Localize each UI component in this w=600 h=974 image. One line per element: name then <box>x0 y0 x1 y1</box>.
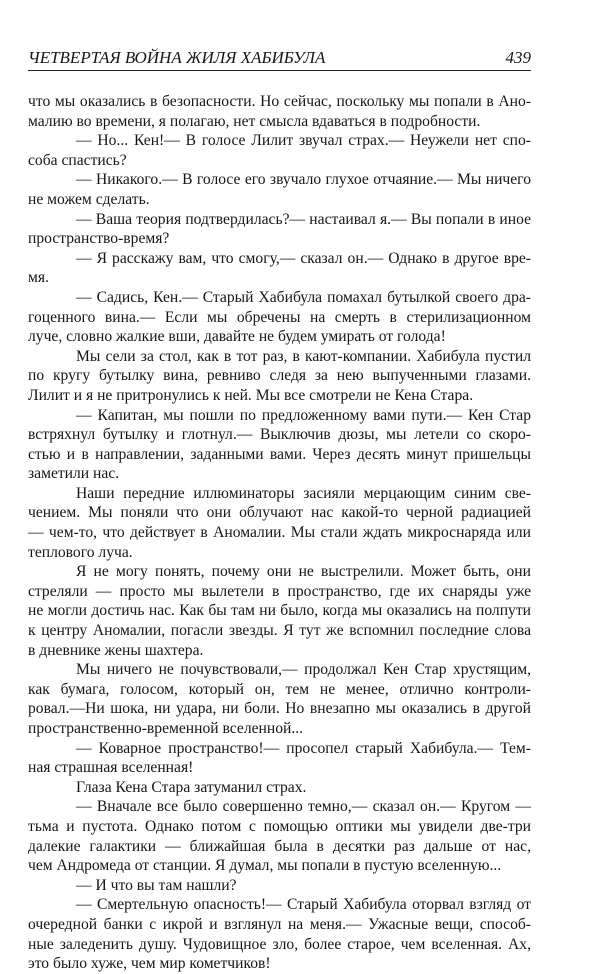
text-line: чем Андромеда от станции. Я думал, мы попали в пустую вселенную... <box>28 857 502 875</box>
paragraph <box>28 210 531 249</box>
text-line: мя. <box>28 269 49 287</box>
paragraph <box>28 562 531 660</box>
paragraph <box>28 778 531 798</box>
text-line: как бумага, голосом, который он, тем не менее, отлично контроли- <box>28 680 531 698</box>
page-number: 439 <box>505 48 531 67</box>
text-line: не могли достичь нас. Как бы там ни было, когда мы оказались на полпути <box>28 602 531 620</box>
text-line: — Коварное пространство!— просопел старый Хабибула.— Тем- <box>76 739 531 757</box>
paragraph <box>28 92 531 131</box>
text-line: — Смертельную опасность!— Старый Хабибула оторвал взгляд от <box>76 896 531 914</box>
text-line: гоценного вина.— Если мы обречены на смерть в стерилизационном <box>28 308 531 326</box>
paragraph <box>28 288 531 347</box>
text-line: — Ваша теория подтвердилась?— настаивал я.— Вы попали в иное <box>76 210 531 228</box>
running-title: ЧЕТВЕРТАЯ ВОЙНА ЖИЛЯ ХАБИБУЛА <box>28 48 326 67</box>
running-header <box>28 46 531 71</box>
text-line: — Капитан, мы пошли по предложенному вами пути.— Кен Стар <box>76 406 531 424</box>
text-line: это было хуже, чем мир кометчиков! <box>28 955 271 973</box>
text-line: луче, словно жалкие вши, давайте не будем умирать от голода! <box>28 328 446 346</box>
paragraph <box>28 660 531 738</box>
text-line: малию во времени, я полагаю, нет смысла вдаваться в подробности. <box>28 112 481 130</box>
text-line: что мы оказались в безопасности. Но сейчас, поскольку мы попали в Ано- <box>28 93 531 110</box>
text-line: Мы сели за стол, как в тот раз, в кают-компании. Хабибула пустил <box>76 347 531 365</box>
paragraph <box>28 895 531 973</box>
text-line: по кругу бутылку вина, ревниво следя за нею выпученными глазами. <box>28 367 531 385</box>
text-line: — Но... Кен!— В голосе Лилит звучал страх.— Неужели нет спо- <box>76 132 531 150</box>
page-body-text <box>28 92 531 974</box>
paragraph <box>28 347 531 406</box>
paragraph <box>28 797 531 875</box>
text-line: — Садись, Кен.— Старый Хабибула помахал бутылкой своего дра- <box>76 288 531 306</box>
paragraph <box>28 249 531 288</box>
text-line: ровал.—Ни шока, ни удара, ни боли. Но внезапно мы оказались в другой <box>28 700 531 718</box>
paragraph <box>28 484 531 562</box>
text-line: соба спастись? <box>28 151 127 169</box>
text-line: ная страшная вселенная! <box>28 759 194 777</box>
paragraph <box>28 406 531 484</box>
text-line: к центру Аномалии, погасли звезды. Я тут же вспомнил последние слова <box>28 622 531 640</box>
text-line: очередной банки с икрой и взглянул на меня.— Ужасные вещи, способ- <box>28 915 531 933</box>
text-line: заметили нас. <box>28 465 120 483</box>
text-line: стью и в направлении, заданными вами. Через десять минут пришельцы <box>28 445 531 463</box>
text-line: теплового луча. <box>28 543 133 561</box>
text-line: чением. Мы поняли что они облучают нас какой-то черной радиацией <box>28 504 531 522</box>
text-line: — И что вы там нашли? <box>76 876 237 894</box>
text-line: в дневнике жены шахтера. <box>28 641 204 659</box>
text-line: — Вначале все было совершенно темно,— сказал он.— Кругом — <box>76 798 531 816</box>
text-line: — чем-то, что действует в Аномалии. Мы стали ждать микроснаряда или <box>28 524 531 542</box>
text-line: Лилит и я не притронулись к ней. Мы все смотрели не Кена Стара. <box>28 386 474 404</box>
text-line: Я не могу понять, почему они не выстрелили. Может быть, они <box>76 563 531 581</box>
text-line: тьма и пустота. Однако потом с помощью оптики мы увидели две-три <box>28 817 531 835</box>
text-line: Глаза Кена Стара затуманил страх. <box>76 778 307 796</box>
text-line: пространственно-временной вселенной... <box>28 720 304 737</box>
text-line: пространство-время? <box>28 230 170 248</box>
text-line: Мы ничего не почувствовали,— продолжал Кен Стар хрустящим, <box>76 661 531 679</box>
text-line: стреляли — просто мы вылетели в пространство, где их снаряды уже <box>28 582 531 600</box>
text-line: — Я расскажу вам, что смогу,— сказал он.— Однако в другое вре- <box>76 249 531 267</box>
text-line: — Никакого.— В голосе его звучало глухое отчаяние.— Мы ничего <box>76 171 531 189</box>
text-line: Наши передние иллюминаторы засияли мерцающим синим све- <box>76 484 531 502</box>
paragraph <box>28 131 531 170</box>
text-line: не можем сделать. <box>28 190 150 208</box>
paragraph <box>28 170 531 209</box>
text-line: ные заледенить душу. Чудовищное зло, более старое, чем вселенная. Ах, <box>28 935 531 953</box>
text-line: встряхнул бутылку и глотнул.— Выключив дюзы, мы летели со скоро- <box>28 426 531 444</box>
paragraph <box>28 876 531 896</box>
paragraph <box>28 739 531 778</box>
text-line: далекие галактики — ближайшая была в десятки раз дальше от нас, <box>28 837 531 855</box>
